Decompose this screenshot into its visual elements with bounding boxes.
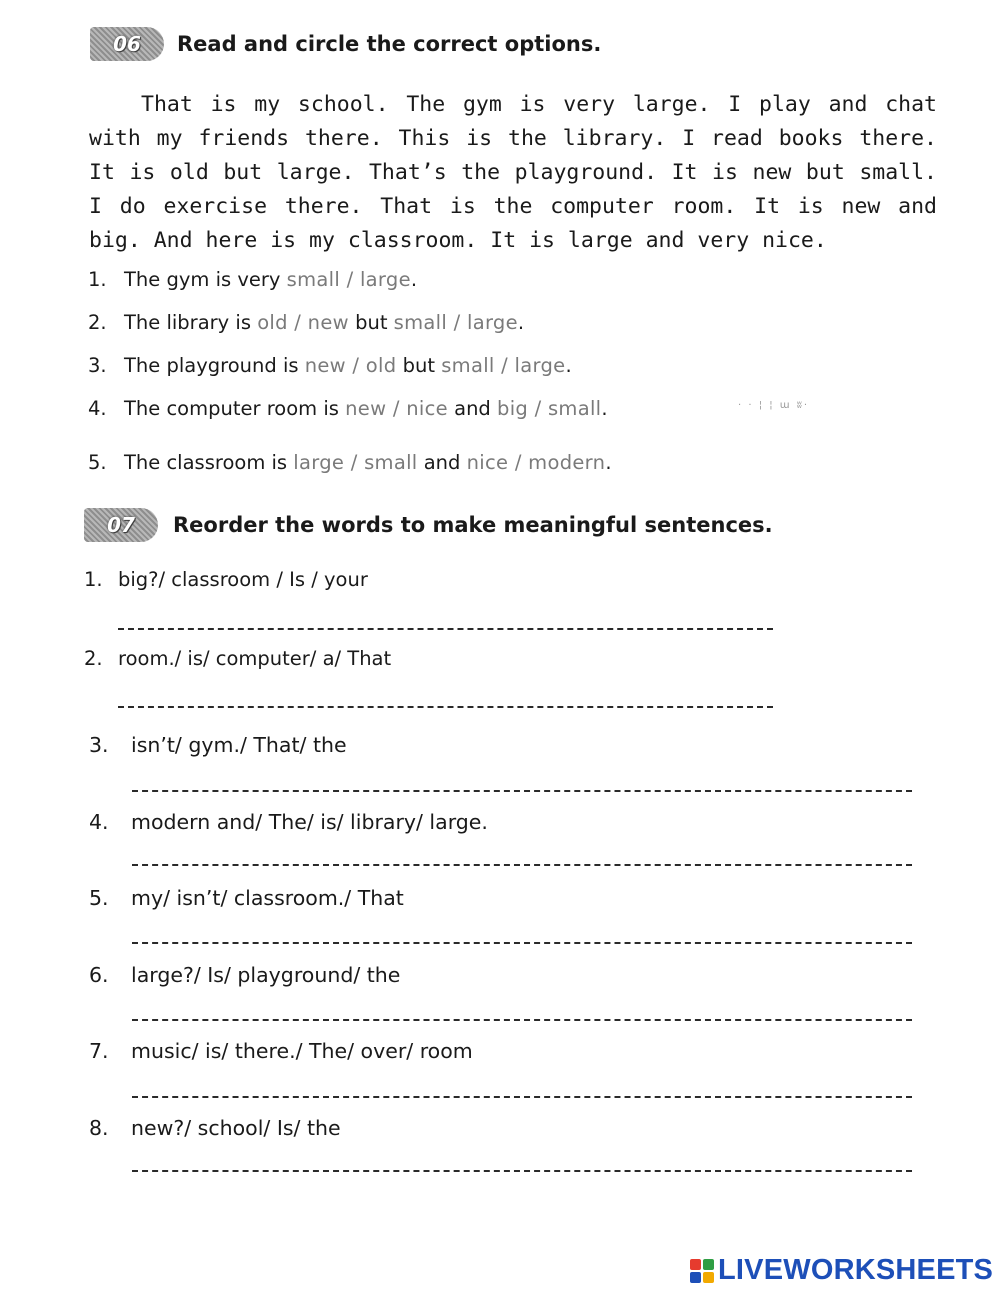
question-text: . bbox=[565, 354, 572, 377]
reorder-item bbox=[89, 886, 404, 910]
question-number: 1. bbox=[88, 268, 107, 291]
liveworksheets-logo bbox=[690, 1254, 993, 1287]
answer-options[interactable]: small / large bbox=[286, 268, 411, 291]
answer-options[interactable]: big / small bbox=[497, 397, 602, 420]
scrambled-words: isn’t/ gym./ That/ the bbox=[131, 733, 347, 757]
question-number: 2. bbox=[88, 311, 107, 334]
scrambled-words: my/ isn’t/ classroom./ That bbox=[131, 886, 404, 910]
exercise-6-badge: 06 bbox=[90, 27, 164, 61]
circle-question bbox=[88, 451, 612, 474]
reorder-item bbox=[89, 1039, 473, 1063]
question-text: . bbox=[605, 451, 612, 474]
question-text: and bbox=[417, 451, 467, 474]
answer-options[interactable]: new / nice bbox=[345, 397, 448, 420]
answer-line[interactable] bbox=[132, 1170, 912, 1172]
question-number: 4. bbox=[88, 397, 107, 420]
item-number: 8. bbox=[89, 1116, 109, 1140]
item-number: 7. bbox=[89, 1039, 109, 1063]
scrambled-words: modern and/ The/ is/ library/ large. bbox=[131, 810, 488, 834]
question-text: The classroom is bbox=[124, 451, 294, 474]
exercise-7-badge: 07 bbox=[84, 508, 158, 542]
question-text: . bbox=[601, 397, 608, 420]
exercise-7-title: Reorder the words to make meaningful sentences. bbox=[173, 513, 773, 537]
item-number: 3. bbox=[89, 733, 109, 757]
question-text: but bbox=[348, 311, 394, 334]
answer-line[interactable] bbox=[118, 706, 773, 708]
scrambled-words: large?/ Is/ playground/ the bbox=[131, 963, 401, 987]
logo-square bbox=[703, 1259, 714, 1270]
logo-grid-icon bbox=[690, 1259, 714, 1283]
scrambled-words: big?/ classroom / Is / your bbox=[118, 568, 368, 591]
answer-line[interactable] bbox=[118, 628, 773, 630]
circle-question bbox=[88, 311, 524, 334]
question-number: 3. bbox=[88, 354, 107, 377]
question-text: but bbox=[396, 354, 442, 377]
answer-options[interactable]: large / small bbox=[293, 451, 418, 474]
item-number: 6. bbox=[89, 963, 109, 987]
question-text: . bbox=[517, 311, 525, 334]
scrambled-words: room./ is/ computer/ a/ That bbox=[118, 647, 392, 670]
reorder-item bbox=[89, 963, 400, 987]
answer-options[interactable]: old / new bbox=[257, 311, 349, 334]
answer-line[interactable] bbox=[132, 1096, 912, 1098]
item-number: 4. bbox=[89, 810, 109, 834]
question-text: and bbox=[447, 397, 498, 420]
reorder-item bbox=[84, 568, 368, 591]
question-text: The playground is bbox=[124, 354, 305, 377]
circle-question bbox=[88, 268, 417, 291]
logo-square bbox=[690, 1259, 701, 1270]
answer-line[interactable] bbox=[132, 942, 912, 944]
answer-line[interactable] bbox=[132, 1019, 912, 1021]
circle-question bbox=[88, 354, 572, 377]
reading-passage: That is my school. The gym is very large. I play and chat with my friends there. This is the library. I read books there. It is old but large. That’s the playground. It is new but small. I do exercise there. That is the computer room. It is new and big. And here is my classroom. It is large and very nice. bbox=[89, 92, 937, 253]
item-number: 1. bbox=[84, 568, 103, 591]
scan-smudge: · · ¦ ¦ ɯ ʬ· bbox=[738, 400, 810, 411]
logo-text: LIVEWORKSHEETS bbox=[718, 1254, 994, 1286]
question-text: The gym is very bbox=[124, 268, 287, 291]
item-number: 5. bbox=[89, 886, 109, 910]
answer-line[interactable] bbox=[132, 864, 912, 866]
circle-question bbox=[88, 397, 608, 420]
answer-line[interactable] bbox=[132, 790, 912, 792]
answer-options[interactable]: nice / modern bbox=[466, 451, 606, 474]
reorder-item bbox=[84, 647, 391, 670]
answer-options[interactable]: small / large bbox=[441, 354, 566, 377]
reorder-item bbox=[89, 733, 347, 757]
question-number: 5. bbox=[88, 451, 107, 474]
logo-square bbox=[703, 1272, 714, 1283]
logo-square bbox=[690, 1272, 701, 1283]
answer-options[interactable]: small / large bbox=[393, 311, 518, 334]
question-text: The library is bbox=[124, 311, 258, 334]
answer-options[interactable]: new / old bbox=[304, 354, 397, 377]
question-text: The computer room is bbox=[124, 397, 346, 420]
item-number: 2. bbox=[84, 647, 103, 670]
reorder-item bbox=[89, 1116, 341, 1140]
reorder-item bbox=[89, 810, 488, 834]
exercise-6-title: Read and circle the correct options. bbox=[177, 32, 602, 56]
scrambled-words: music/ is/ there./ The/ over/ room bbox=[131, 1039, 473, 1063]
scrambled-words: new?/ school/ Is/ the bbox=[131, 1116, 341, 1140]
question-text: . bbox=[410, 268, 418, 291]
